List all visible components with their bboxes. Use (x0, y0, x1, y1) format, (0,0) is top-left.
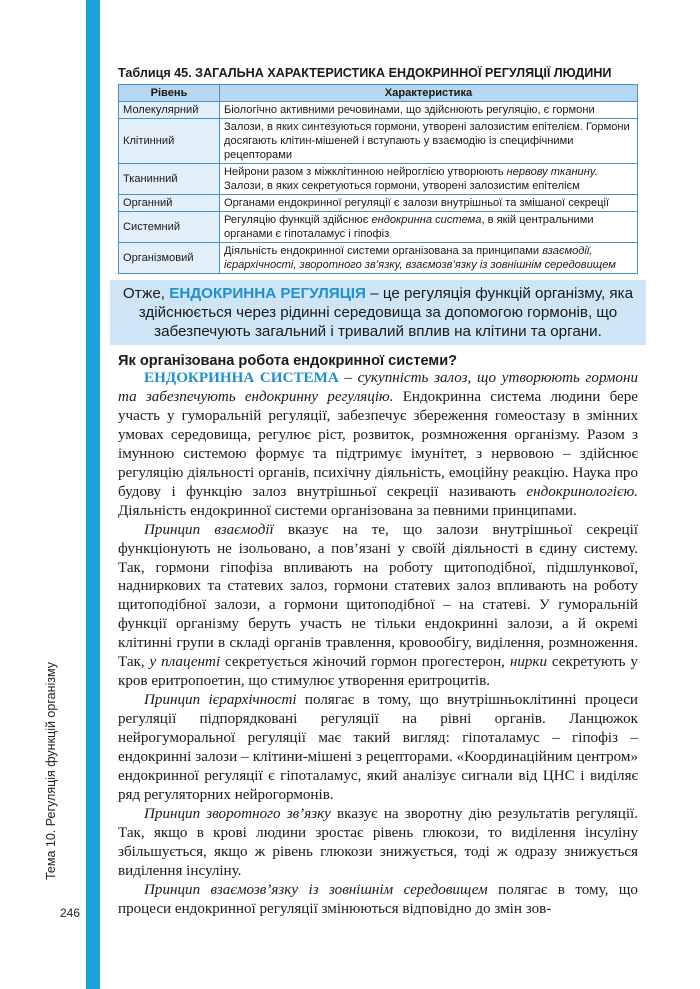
section-heading: Як організована робота ендокринної системи? (118, 353, 458, 369)
table-body (119, 102, 638, 274)
page-number: 246 (60, 906, 81, 920)
text-run: вказує на те, що залози внутрішньої секреції функціонують не ізольовано, а пов’язані у своїй діяльності в єдину систему. Так, гормони гіпофіза впливають на роботу щитоподібної, підшлункової, надниркових та статевих залоз, гормони статевих залоз впливають на роботу щитоподібної залози, а гормони щитоподібної – на статеві. У гуморальній функції організму беруть участь не тільки ендокринні залози, а й окремі клітинні групи в складі органів травлення, кровообігу, виділення, розмноження. Так, (118, 521, 638, 671)
italic-text: сукупність залоз, що утворюють гормони та забезпечують ендокринну регуляцію. (118, 370, 638, 405)
text-run: полягає в тому, що внутрішньоклітинні процеси регуляції підпорядковані регуляції на рівні органів. Ланцюжок нейрогуморальної регуляції має такий вигляд: гіпоталамус – гіпофіз – ендокринні залози – клітини-мішені з рецепторами. «Координаційним центром» ендокринної регуляції є гіпоталамус, який аналізує сигнали від ЦНС і виділяє ряд регуляторних нейрогормонів. (118, 692, 638, 803)
term-highlight: ЕНДОКРИННА СИСТЕМА (144, 370, 339, 386)
table-row (119, 212, 638, 243)
text-run: секретується жіночий гормон прогестерон, (220, 654, 510, 671)
italic-text: ендокринна система (371, 214, 482, 226)
characteristic-cell (220, 243, 638, 274)
level-cell: Тканинний (119, 164, 220, 195)
callout-term: ЕНДОКРИННА РЕГУЛЯЦІЯ (169, 285, 366, 302)
body-paragraph (118, 521, 638, 692)
body-paragraph (118, 691, 638, 805)
characteristic-cell (220, 164, 638, 195)
text-run: , в якій центральними органами є гіпоталамус і гіпофіз (224, 214, 594, 240)
characteristics-table (118, 84, 638, 274)
body-paragraph (118, 881, 638, 919)
text-run: Залози, в яких секретуються гормони, утворені залозистим епітелієм (224, 180, 580, 192)
text-run: Біологічно активними речовинами, що здійснюють регуляцію, є гормони (224, 104, 595, 116)
text-run: Нейрони разом з міжклітинною нейроглією утворюють (224, 166, 507, 178)
definition-callout (110, 280, 646, 345)
table-title: Таблиця 45. ЗАГАЛЬНА ХАРАКТЕРИСТИКА ЕНДОКРИННОЇ РЕГУЛЯЦІЇ ЛЮДИНИ (118, 66, 612, 80)
page-content (118, 66, 638, 919)
characteristic-cell (220, 119, 638, 164)
level-cell: Організмовий (119, 243, 220, 274)
header-characteristic: Характеристика (220, 85, 638, 102)
text-run: полягає в тому, що процеси ендокринної регуляції змінюються відповідно до змін зов- (118, 881, 638, 917)
text-run: вказує на зворотну дію результатів регуляції. Так, якщо в крові людини зростає рівень глюкози, то виділення інсуліну збільшується, якщо ж рівень глюкози знижується, тоді ж одразу знижується виділення інсуліну. (118, 805, 638, 879)
body-paragraph (118, 369, 638, 521)
callout-intro: Отже, (122, 285, 170, 302)
italic-text: Принцип ієрархічності (144, 692, 297, 709)
page-margin (0, 0, 99, 989)
italic-text: Принцип взаємозв’язку із зовнішнім середовищем (144, 881, 488, 898)
table-row (119, 164, 638, 195)
characteristic-cell (220, 102, 638, 119)
text-run: Діяльність ендокринної системи організована за принципами (224, 245, 543, 257)
callout-text: – це регуляція функцій організму, яка здійснюється через рідинні середовища за допомогою гормонів, що забезпечують загальний і тривалий вплив на клітини та органи. (138, 285, 634, 340)
italic-text: Принцип взаємодії (144, 521, 274, 538)
text-run: Органами ендокринної регуляції є залози внутрішньої та змішаної секреції (224, 197, 610, 209)
level-cell: Органний (119, 195, 220, 212)
italic-text: нервову тканину. (506, 166, 598, 178)
text-run: секретують у кров еритропоетин, що стимулює утворення еритроцитів. (118, 654, 638, 690)
table-header-row (119, 85, 638, 102)
text-run: – (338, 370, 358, 386)
italic-text: у плаценті (149, 654, 221, 671)
italic-text: взаємодії, ієрархічності, зворотного зв’язку, взаємозв’язку із зовнішнім середовищем (224, 245, 616, 271)
text-run: Ендокринна система людини бере участь у гуморальній регуляції, забезпечує збереження гомеостазу в змінних умовах середовища, регулює ріст, розвиток, розмноження організму. Разом з імунною системою формує та підтримує імунітет, з нервовою – здійснює регуляцію діяльності органів, психічну діяльність, емоційну реакцію. Наука про будову і функцію залоз внутрішньої секреції називають (118, 388, 639, 500)
table-row (119, 243, 638, 274)
level-cell: Молекулярний (119, 102, 220, 119)
accent-strip (86, 0, 100, 989)
table-row (119, 102, 638, 119)
level-cell: Системний (119, 212, 220, 243)
italic-text: нирки (509, 654, 548, 671)
text-run: Діяльність ендокринної системи організована за певними принципами. (118, 502, 577, 519)
characteristic-cell (220, 195, 638, 212)
chapter-caption: Тема 10. Регуляція функцій організму (44, 662, 58, 880)
header-level: Рівень (119, 85, 220, 102)
section-body (118, 369, 638, 919)
body-paragraph (118, 805, 638, 881)
table-row (119, 195, 638, 212)
table-row (119, 119, 638, 164)
text-run: Регуляцію функцій здійснює (224, 214, 372, 226)
italic-text: ендокринологією. (526, 483, 638, 500)
text-run: Залози, в яких синтезуються гормони, утворені залозистим епітелієм. Гормони досягають клітин-мішеней і вступають у взаємодію із специфічними рецепторами (224, 121, 630, 161)
italic-text: Принцип зворотного зв’язку (144, 805, 331, 822)
characteristic-cell (220, 212, 638, 243)
level-cell: Клітинний (119, 119, 220, 164)
